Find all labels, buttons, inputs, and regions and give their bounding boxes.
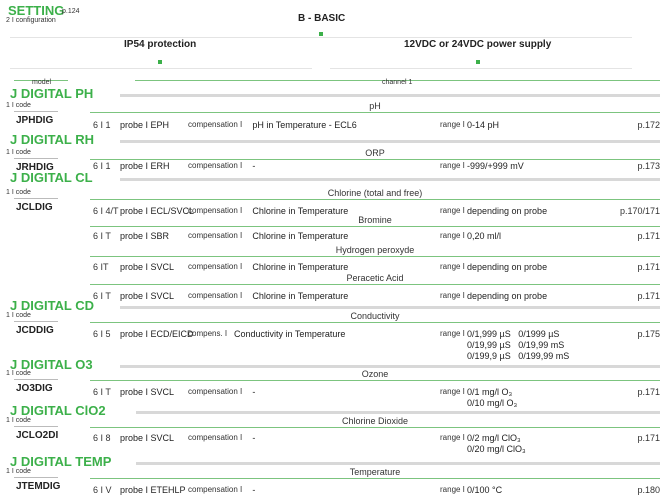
model-title: J DIGITAL TEMP (10, 454, 112, 469)
compensation-label: compensation I (188, 485, 243, 494)
compensation-value: Chlorine in Temperature (252, 231, 349, 241)
page-ref: p.180 (637, 485, 660, 495)
model-title: J DIGITAL RH (10, 132, 95, 147)
compensation-value: Conductivity in Temperature (234, 329, 346, 339)
slot: 6 I T (93, 387, 111, 397)
page-ref: p.172 (637, 120, 660, 130)
compensation-label: compensation I (188, 120, 243, 129)
model-title: J DIGITAL ClO2 (10, 403, 106, 418)
group-label: ORP (365, 148, 385, 158)
code-label: 1 I code (6, 468, 31, 475)
model-code: JCLDIG (16, 202, 53, 213)
page-title: SETTING (8, 3, 65, 18)
model-divider (136, 462, 660, 465)
range-label: range I (440, 231, 465, 240)
code-label: 1 I code (6, 189, 31, 196)
probe: probe I SVCL (120, 262, 175, 272)
page-ref: p.171 (637, 231, 660, 241)
compensation-value: - (252, 387, 256, 397)
slot: 6 I 4/T (93, 206, 119, 216)
group-label: Hydrogen peroxyde (335, 245, 415, 255)
group-label: Ozone (361, 369, 389, 379)
range-value: depending on probe (467, 291, 548, 301)
model-divider (120, 365, 660, 368)
basic-label: B - BASIC (298, 13, 346, 24)
slot: 6 I 1 (93, 120, 111, 130)
code-underline (14, 321, 58, 322)
compensation-label: compensation I (188, 387, 243, 396)
compensation-label: compensation I (188, 206, 243, 215)
model-title: J DIGITAL CD (10, 298, 95, 313)
range-value: 0/19,99 µS 0/19,99 mS (467, 340, 565, 350)
slot: 6 IT (93, 262, 109, 272)
page-ref: p.171 (637, 291, 660, 301)
compensation-label: compensation I (188, 433, 243, 442)
group-divider (90, 478, 660, 479)
group-divider (90, 226, 660, 227)
group-divider (90, 380, 660, 381)
model-code: JO3DIG (16, 383, 53, 394)
range-value: 0/199,9 µS 0/199,99 mS (467, 351, 570, 361)
connector-dot (158, 60, 162, 64)
model-divider (136, 411, 660, 414)
compensation-value: pH in Temperature - ECL6 (252, 120, 357, 130)
range-value: 0-14 pH (467, 120, 500, 130)
probe: probe I ECD/EICD (120, 329, 194, 339)
group-divider (90, 256, 660, 257)
probe: probe I ETEHLP (120, 485, 186, 495)
code-label: 1 I code (6, 417, 31, 424)
group-label: Conductivity (350, 311, 400, 321)
slot: 6 I V (93, 485, 112, 495)
model-divider (120, 94, 660, 97)
divider (10, 37, 632, 38)
page-ref: p.175 (637, 329, 660, 339)
group-divider (90, 322, 660, 323)
range-label: range I (440, 206, 465, 215)
compensation-value: - (252, 433, 256, 443)
group-divider (90, 427, 660, 428)
probe: probe I SBR (120, 231, 170, 241)
group-divider (90, 199, 660, 200)
code-label: 1 I code (6, 312, 31, 319)
model-code: JPHDIG (16, 115, 54, 126)
code-underline (14, 198, 58, 199)
divider (10, 68, 312, 69)
option-left: IP54 protection (124, 39, 197, 50)
model-code: JCDDIG (16, 325, 54, 336)
compensation-value: Chlorine in Temperature (252, 291, 349, 301)
range-label: range I (440, 262, 465, 271)
model-divider (120, 306, 660, 309)
option-right: 12VDC or 24VDC power supply (404, 39, 552, 50)
range-label: range I (440, 329, 465, 338)
compensation-label: compensation I (188, 231, 243, 240)
range-value: 0/2 mg/l ClO₃ (467, 433, 521, 443)
probe: probe I SVCL (120, 433, 175, 443)
probe: probe I SVCL (120, 291, 175, 301)
group-label: Temperature (349, 467, 401, 477)
probe: probe I ERH (120, 161, 170, 171)
probe: probe I SVCL (120, 387, 175, 397)
range-label: range I (440, 433, 465, 442)
code-underline (14, 158, 58, 159)
group-divider (90, 284, 660, 285)
model-title: J DIGITAL O3 (10, 357, 93, 372)
subtitle: 2 I configuration (6, 17, 56, 24)
slot: 6 I 8 (93, 433, 111, 443)
group-label: Peracetic Acid (346, 273, 404, 283)
model-code: JCLO2DI (16, 430, 59, 441)
slot: 6 I 5 (93, 329, 111, 339)
range-label: range I (440, 161, 465, 170)
range-value: 0,20 ml/l (467, 231, 502, 241)
divider (330, 68, 632, 69)
page-ref: p.124 (62, 8, 80, 15)
range-value: depending on probe (467, 206, 548, 216)
page-ref: p.171 (637, 387, 660, 397)
page-ref: p.171 (637, 262, 660, 272)
compensation-label: compensation I (188, 262, 243, 271)
code-label: 1 I code (6, 370, 31, 377)
model-code: JRHDIG (16, 162, 54, 173)
model-title: J DIGITAL CL (10, 170, 93, 185)
range-value: 0/20 mg/l ClO₃ (467, 444, 526, 454)
model-code: JTEMDIG (16, 481, 61, 492)
code-label: 1 I code (6, 149, 31, 156)
compensation-value: - (252, 161, 256, 171)
compensation-label: compensation I (188, 291, 243, 300)
group-divider (90, 159, 660, 160)
range-label: range I (440, 485, 465, 494)
probe: probe I ECL/SVCL (120, 206, 195, 216)
range-value: 0/100 °C (467, 485, 503, 495)
compensation-value: Chlorine in Temperature (252, 206, 349, 216)
code-underline (14, 379, 58, 380)
model-divider (120, 178, 660, 181)
connector-dot (476, 60, 480, 64)
code-label: 1 I code (6, 102, 31, 109)
compensation-value: - (252, 485, 256, 495)
range-label: range I (440, 387, 465, 396)
range-value: 0/1 mg/l O₃ (467, 387, 513, 397)
compensation-value: Chlorine in Temperature (252, 262, 349, 272)
group-label: Bromine (358, 215, 392, 225)
compensation-label: compens. I (188, 329, 228, 338)
code-underline (14, 426, 58, 427)
group-divider (90, 112, 660, 113)
probe: probe I EPH (120, 120, 170, 130)
page-ref: p.173 (637, 161, 660, 171)
range-value: depending on probe (467, 262, 548, 272)
range-value: -999/+999 mV (467, 161, 524, 171)
group-label: pH (369, 101, 381, 111)
slot: 6 I T (93, 231, 111, 241)
model-title: J DIGITAL PH (10, 86, 94, 101)
code-underline (14, 477, 58, 478)
page-ref: p.171 (637, 433, 660, 443)
page-ref: p.170/171 (619, 206, 660, 216)
code-underline (14, 111, 58, 112)
range-label: range I (440, 120, 465, 129)
slot: 6 I 1 (93, 161, 111, 171)
group-label: Chlorine Dioxide (341, 416, 409, 426)
connector-dot (319, 32, 323, 36)
range-value: 0/10 mg/l O₃ (467, 398, 518, 408)
model-label: model (32, 79, 52, 86)
range-label: range I (440, 291, 465, 300)
compensation-label: compensation I (188, 161, 243, 170)
channel-label: channel 1 (382, 79, 413, 86)
slot: 6 I T (93, 291, 111, 301)
model-divider (120, 140, 660, 143)
range-value: 0/1,999 µS 0/1999 µS (467, 329, 560, 339)
group-label: Chlorine (total and free) (327, 188, 423, 198)
